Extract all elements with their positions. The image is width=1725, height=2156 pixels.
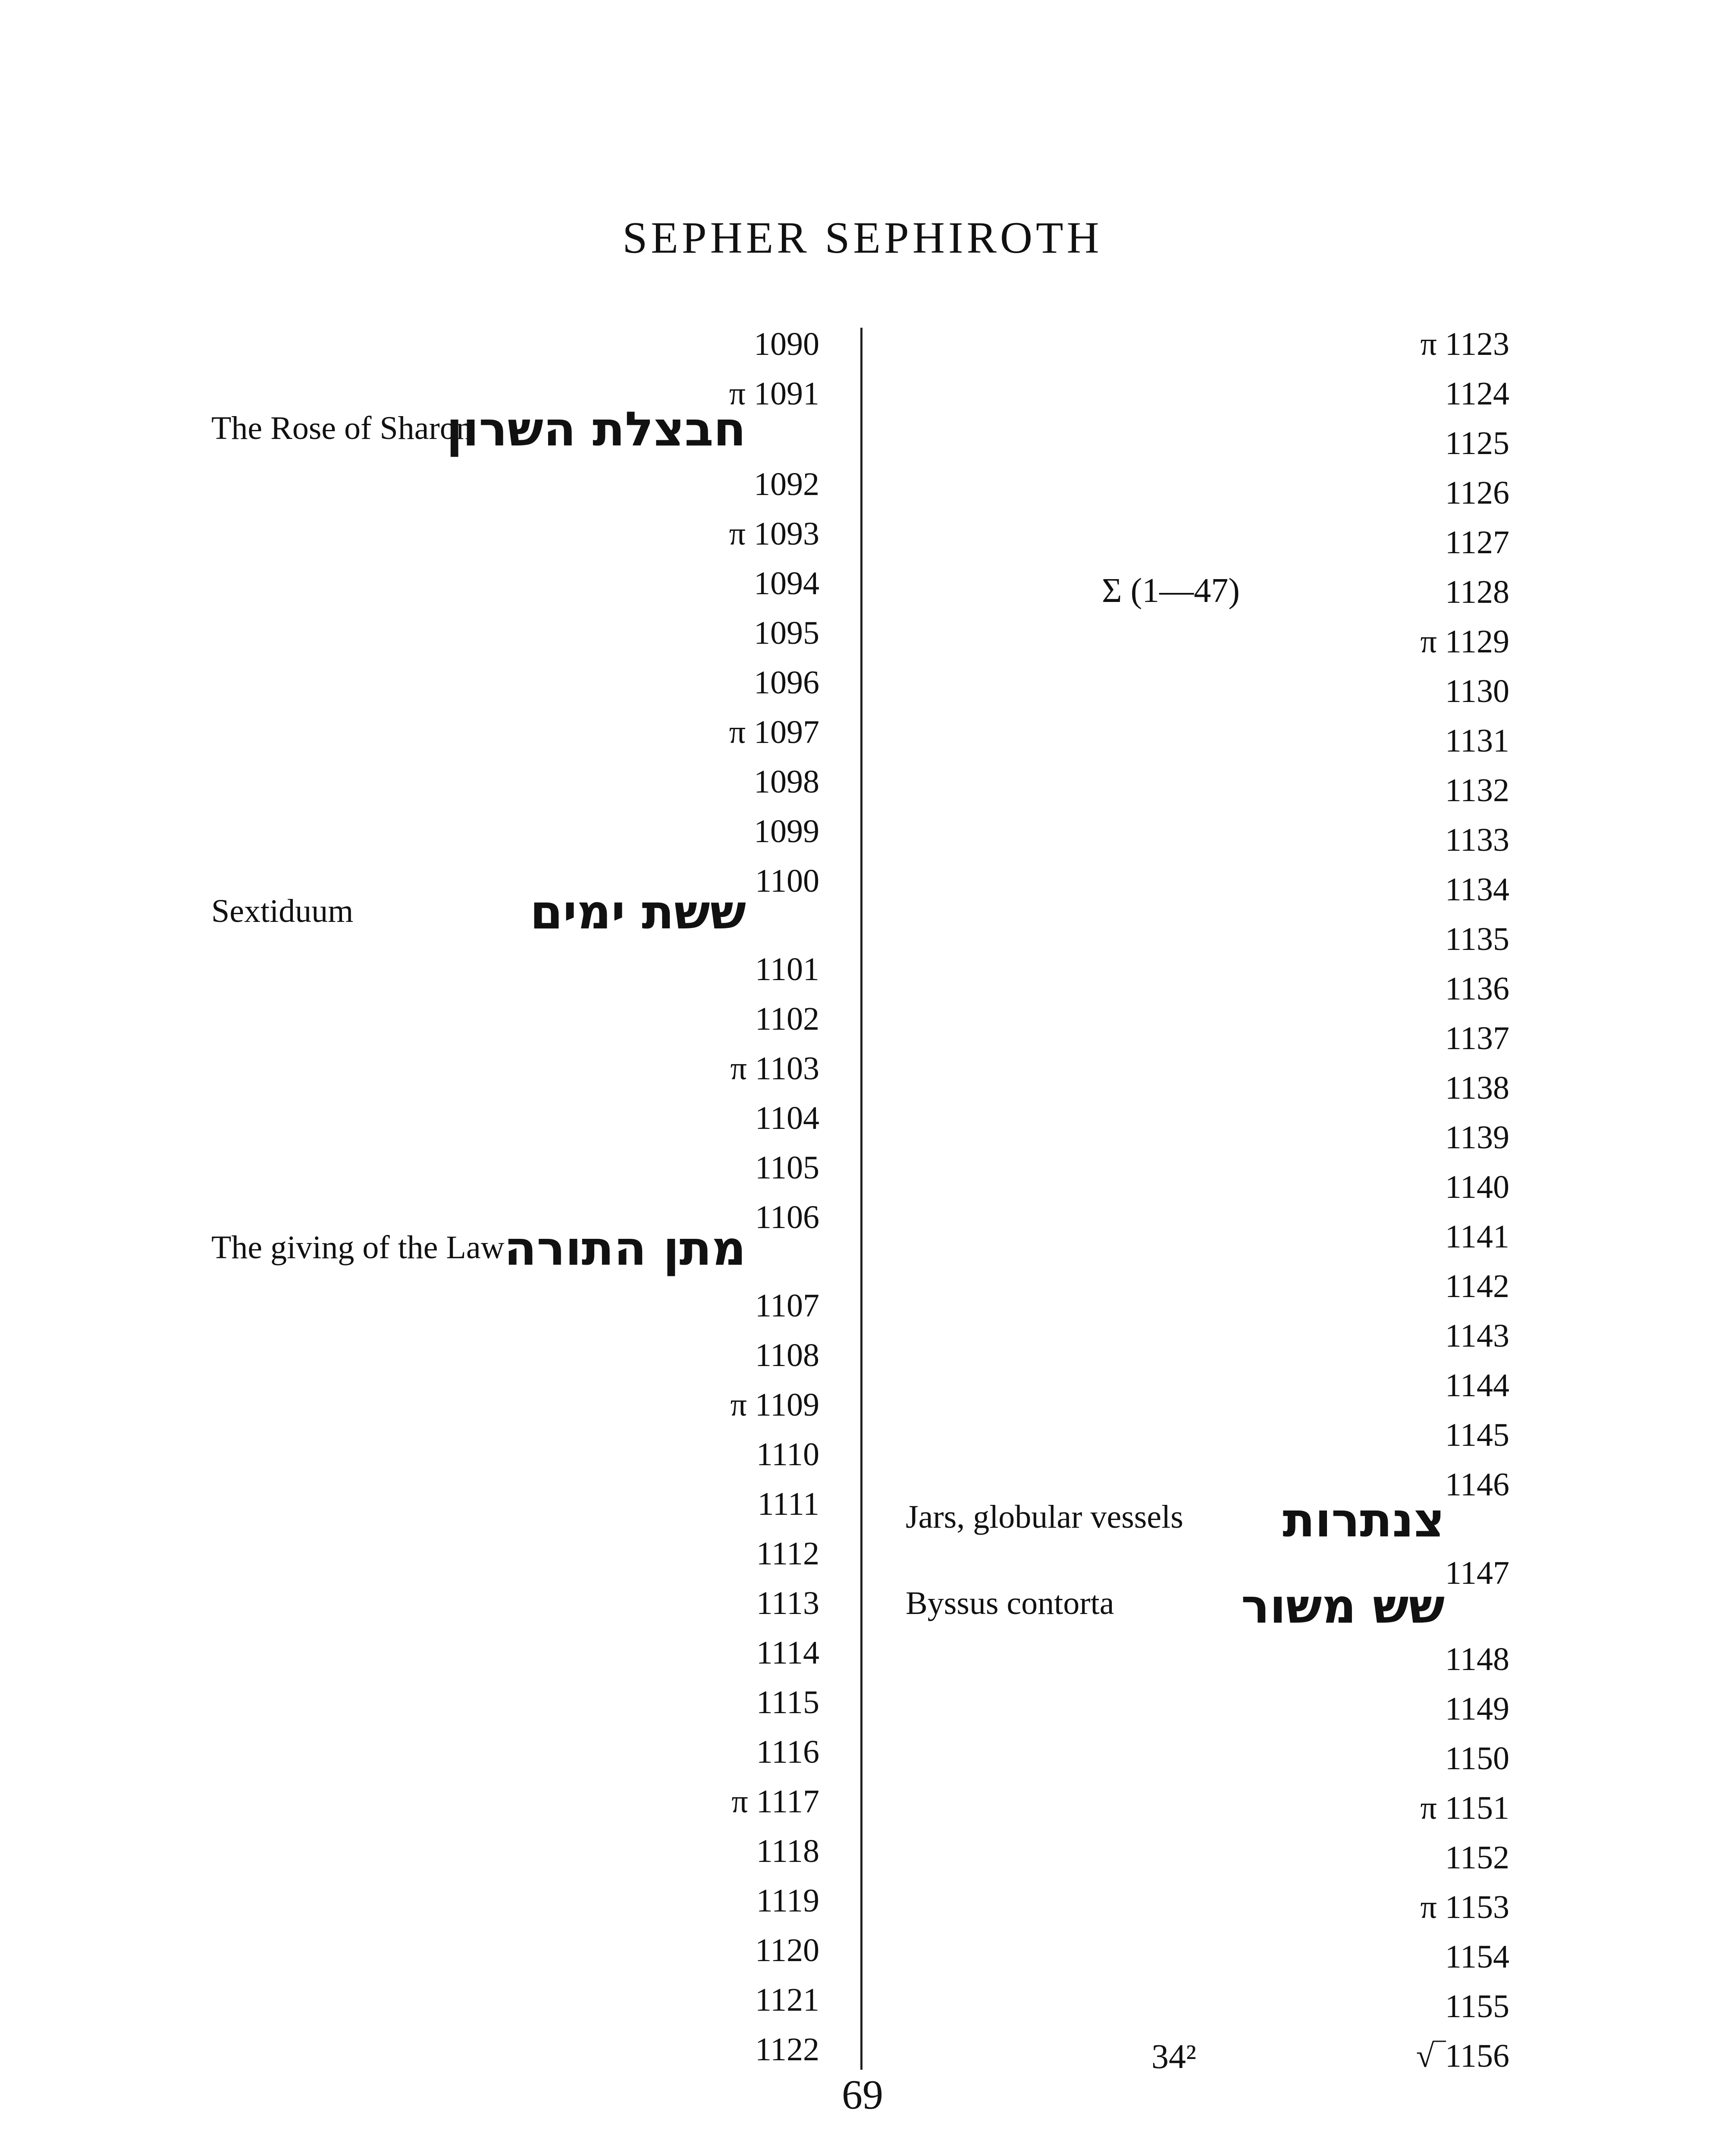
entry-number: 1108: [755, 1337, 819, 1373]
entry-number: π 1109: [730, 1387, 819, 1423]
entry-number: 1148: [1445, 1641, 1509, 1677]
entry-number: 1149: [1445, 1691, 1509, 1727]
entry-number: 1136: [1445, 971, 1509, 1007]
entry-number: π 1129: [1420, 624, 1509, 660]
entry-number: 1090: [754, 326, 819, 362]
entry-number: 1127: [1445, 524, 1509, 561]
entry-number: 1120: [755, 1932, 819, 1968]
page-title: SEPHER SEPHIROTH: [622, 213, 1103, 263]
entry-number: √‾1156: [1416, 2038, 1509, 2074]
entry-number: 1104: [755, 1100, 819, 1136]
entry-number: 1144: [1445, 1367, 1509, 1404]
entry-number: 1105: [755, 1150, 819, 1186]
entry-number: 1137: [1445, 1020, 1509, 1056]
hebrew-term: שש משור: [1241, 1579, 1445, 1634]
entry-number: 1095: [754, 615, 819, 651]
entry-gloss: Byssus contorta: [906, 1585, 1114, 1621]
entry-number: 1135: [1445, 921, 1509, 957]
entry-number: 1116: [756, 1734, 819, 1770]
entry-number: 1112: [756, 1536, 819, 1572]
entry-number: 1146: [1445, 1467, 1509, 1503]
entry-number: 1106: [755, 1199, 819, 1235]
square-note: 34²: [1151, 2038, 1196, 2076]
entry-number: π 1093: [729, 516, 819, 552]
entry-number: 1100: [755, 863, 819, 899]
entry-number: 1099: [754, 813, 819, 849]
entry-number: 1125: [1445, 425, 1509, 461]
entry-number: 1130: [1445, 673, 1509, 709]
entry-number: 1150: [1445, 1740, 1509, 1777]
entry-number: π 1117: [731, 1783, 819, 1820]
hebrew-term: צנתרות: [1283, 1492, 1445, 1548]
entry-number: 1114: [756, 1635, 819, 1671]
entry-gloss: Sextiduum: [211, 893, 354, 929]
sigma-note: Σ (1—47): [1102, 572, 1240, 610]
entry-number: π 1123: [1420, 326, 1509, 362]
entry-number: π 1153: [1420, 1889, 1509, 1925]
entry-number: 1126: [1445, 475, 1509, 511]
entry-gloss: Jars, globular vessels: [906, 1499, 1183, 1535]
entry-number: 1147: [1445, 1555, 1509, 1591]
entry-number: 1118: [756, 1833, 819, 1869]
entry-number: 1122: [755, 2031, 819, 2068]
entry-number: 1094: [754, 565, 819, 602]
hebrew-term: ששת ימים: [530, 884, 746, 940]
entry-number: 1113: [756, 1585, 819, 1621]
entry-number: 1140: [1445, 1169, 1509, 1205]
entry-number: 1131: [1445, 723, 1509, 759]
entry-number: 1098: [754, 764, 819, 800]
entry-number: 1092: [754, 466, 819, 502]
entry-number: 1128: [1445, 574, 1509, 610]
entry-number: 1121: [755, 1982, 819, 2018]
entry-gloss: The Rose of Sharon: [211, 410, 473, 446]
entry-number: 1132: [1445, 772, 1509, 808]
entry-number: 1139: [1445, 1119, 1509, 1156]
hebrew-term: חבצלת השרון: [446, 401, 746, 457]
entry-number: 1143: [1445, 1318, 1509, 1354]
entry-number: 1134: [1445, 871, 1509, 908]
entry-number: π 1103: [730, 1050, 819, 1087]
entry-number: 1145: [1445, 1417, 1509, 1453]
entry-number: 1154: [1445, 1939, 1509, 1975]
entry-number: π 1151: [1420, 1790, 1509, 1826]
entry-number: 1107: [755, 1288, 819, 1324]
entry-number: 1110: [756, 1436, 819, 1473]
entry-number: 1101: [755, 951, 819, 987]
entry-number: 1133: [1445, 822, 1509, 858]
entry-number: 1115: [756, 1684, 819, 1720]
entry-number: 1124: [1445, 376, 1509, 412]
entry-number: 1141: [1445, 1219, 1509, 1255]
entry-gloss: The giving of the Law: [211, 1229, 505, 1266]
entry-number: 1138: [1445, 1070, 1509, 1106]
page-number: 69: [842, 2071, 883, 2118]
column-divider: [860, 328, 862, 2070]
entry-number: 1119: [756, 1883, 819, 1919]
entry-number: 1142: [1445, 1268, 1509, 1304]
entry-number: π 1097: [729, 714, 819, 750]
entry-number: 1155: [1445, 1988, 1509, 2024]
entry-number: 1096: [754, 664, 819, 701]
entry-number: 1102: [755, 1001, 819, 1037]
hebrew-term: מתן התורה: [504, 1221, 746, 1276]
entry-number: 1111: [757, 1486, 819, 1522]
entry-number: π 1091: [729, 376, 819, 412]
entry-number: 1152: [1445, 1839, 1509, 1876]
